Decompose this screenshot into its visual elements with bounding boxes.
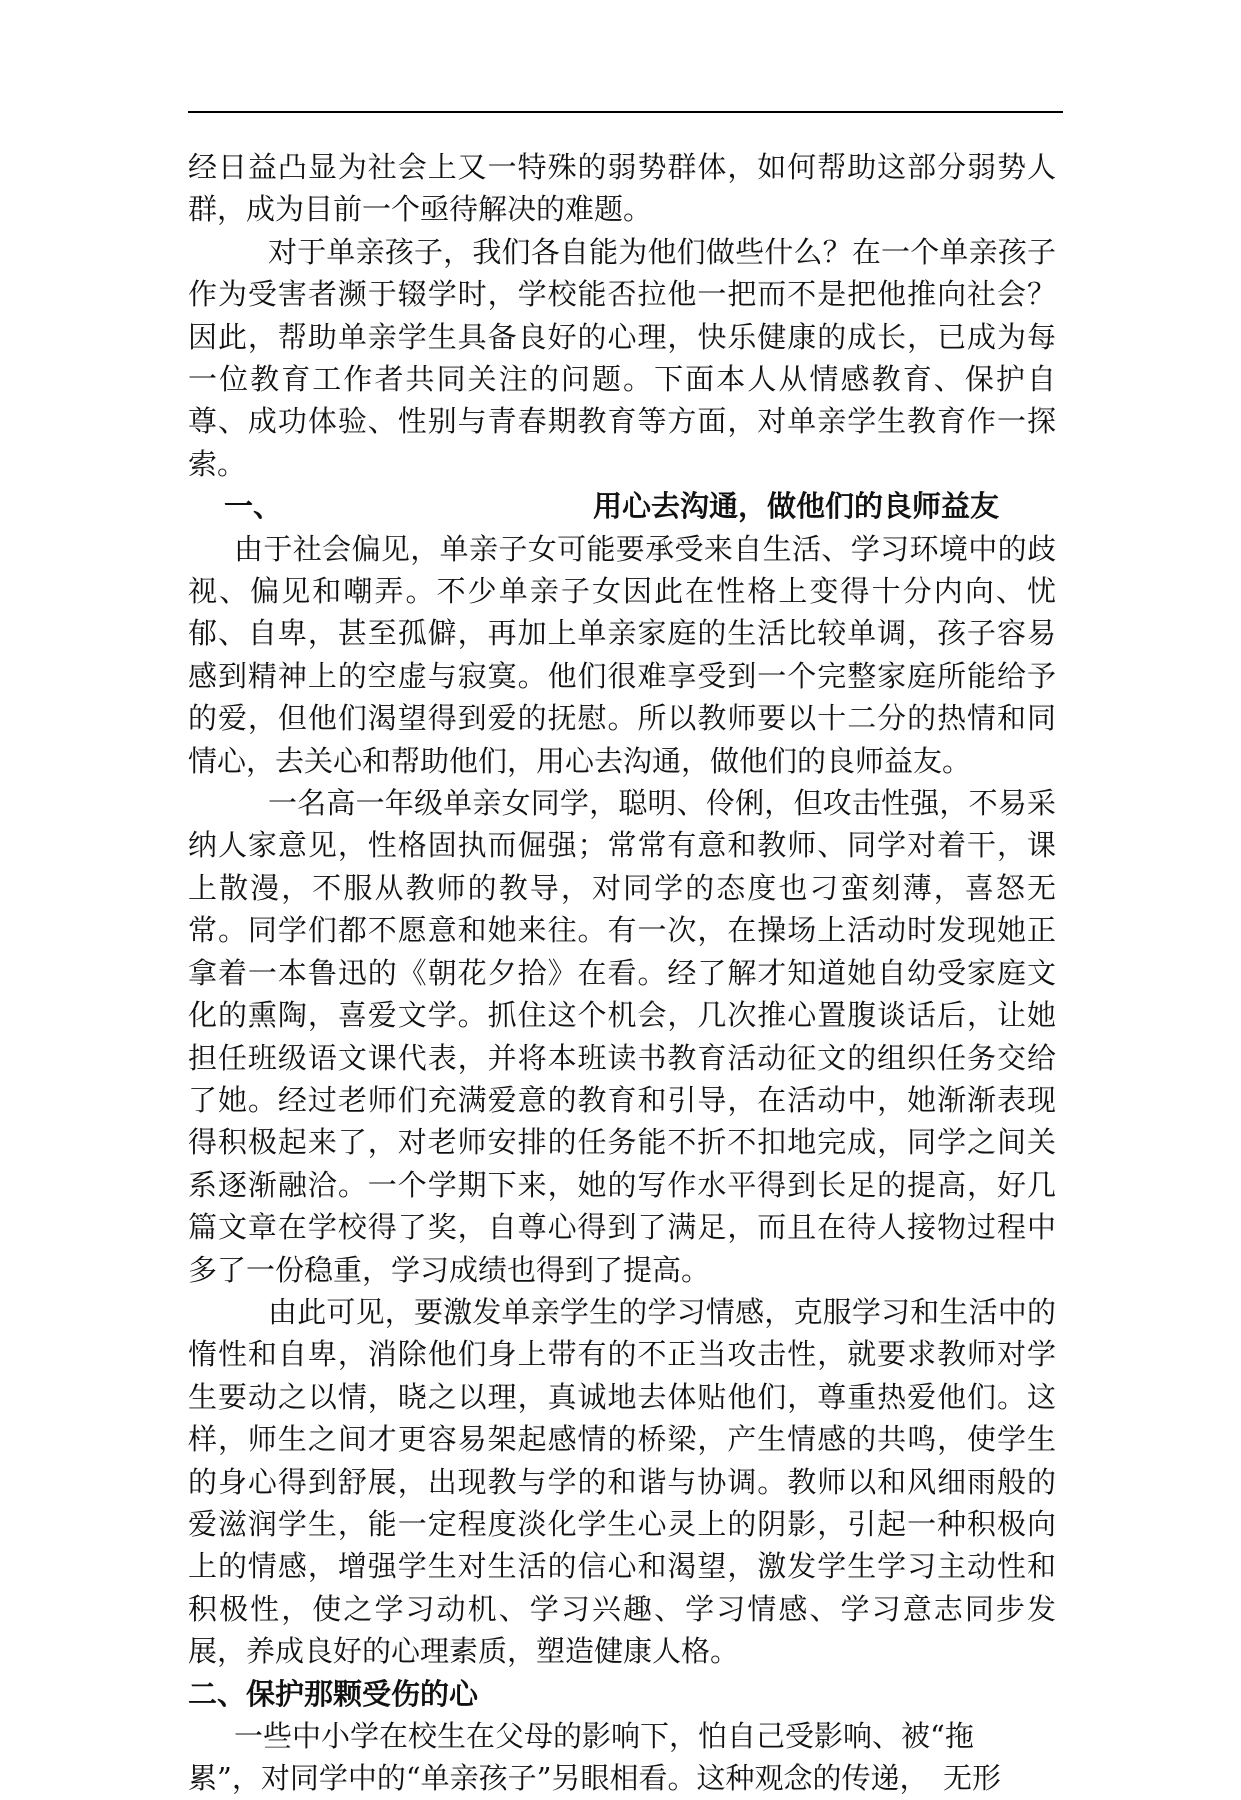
body-text xyxy=(188,146,1056,1800)
paragraph-continued: 经日益凸显为社会上又一特殊的弱势群体，如何帮助这部分弱势人群，成为目前一个亟待解决的难题。 xyxy=(188,150,1056,227)
section-heading-1 xyxy=(188,485,1056,527)
paragraph-section1-conclusion: 由此可见，要激发单亲学生的学习情感，克服学习和生活中的惰性和自卑，消除他们身上带有的不正当攻击性，就要求教师对学生要动之以情，晓之以理，真诚地去体贴他们，尊重热爱他们。这样，师生之间才更容易架起感情的桥梁，产生情感的共鸣，使学生的身心得到舒展，出现教与学的和谐与协调。教师以和风细雨般的爱滋润学生，能一定程度淡化学生心灵上的阴影，引起一种积极向上的情感，增强学生对生活的信心和渴望，激发学生学习主动性和积极性，使之学习动机、学习兴趣、学习情感、学习意志同步发展，养成良好的心理素质，塑造健康人格。 xyxy=(188,1294,1056,1669)
paragraph-section1-case: 一名高一年级单亲女同学，聪明、伶俐，但攻击性强，不易采纳人家意见，性格固执而倔强；常常有意和教师、同学对着干，课上散漫，不服从教师的教导，对同学的态度也刁蛮刻薄，喜怒无常。同学们都不愿意和她来往。有一次，在操场上活动时发现她正拿着一本鲁迅的《朝花夕拾》在看。经了解才知道她自幼受家庭文化的熏陶，喜爱文学。抓住这个机会，几次推心置腹谈话后，让她担任班级语文课代表，并将本班读书教育活动征文的组织任务交给了她。经过老师们充满爱意的教育和引导，在活动中，她渐渐表现得积极起来了，对老师安排的任务能不折不扣地完成，同学之间关系逐渐融洽。一个学期下来，她的写作水平得到长足的提高，好几篇文章在学校得了奖，自尊心得到了满足，而且在待人接物过程中多了一份稳重，学习成绩也得到了提高。 xyxy=(188,786,1056,1287)
section-1-title: 用心去沟通，做他们的良师益友 xyxy=(593,489,1000,524)
paragraph-section2-line1: 一些中小学在校生在父母的影响下，怕自己受影响、被“拖 xyxy=(234,1719,974,1754)
paragraph-section2-line2: 累”，对同学中的“单亲孩子”另眼相看。这种观念的传递， 无形 xyxy=(188,1761,1001,1796)
paragraph-intro: 对于单亲孩子，我们各自能为他们做些什么？在一个单亲孩子作为受害者濒于辍学时，学校能否拉他一把而不是把他推向社会？因此，帮助单亲学生具备良好的心理，快乐健康的成长，已成为每一位教育工作者共同关注的问题。下面本人从情感教育、保护自尊、成功体验、性别与青春期教育等方面，对单亲学生教育作一探索。 xyxy=(188,234,1056,481)
section-heading-2: 二、保护那颗受伤的心 xyxy=(188,1676,479,1711)
paragraph-section1-a: 由于社会偏见，单亲子女可能要承受来自生活、学习环境中的歧视、偏见和嘲弄。不少单亲子女因此在性格上变得十分内向、忧郁、自卑，甚至孤僻，再加上单亲家庭的生活比较单调，孩子容易感到精神上的空虚与寂寞。他们很难享受到一个完整家庭所能给予的爱，但他们渴望得到爱的抚慰。所以教师要以十二分的热情和同情心，去关心和帮助他们，用心去沟通，做他们的良师益友。 xyxy=(188,531,1056,778)
header-rule xyxy=(188,111,1063,113)
section-1-number: 一、 xyxy=(224,489,283,524)
